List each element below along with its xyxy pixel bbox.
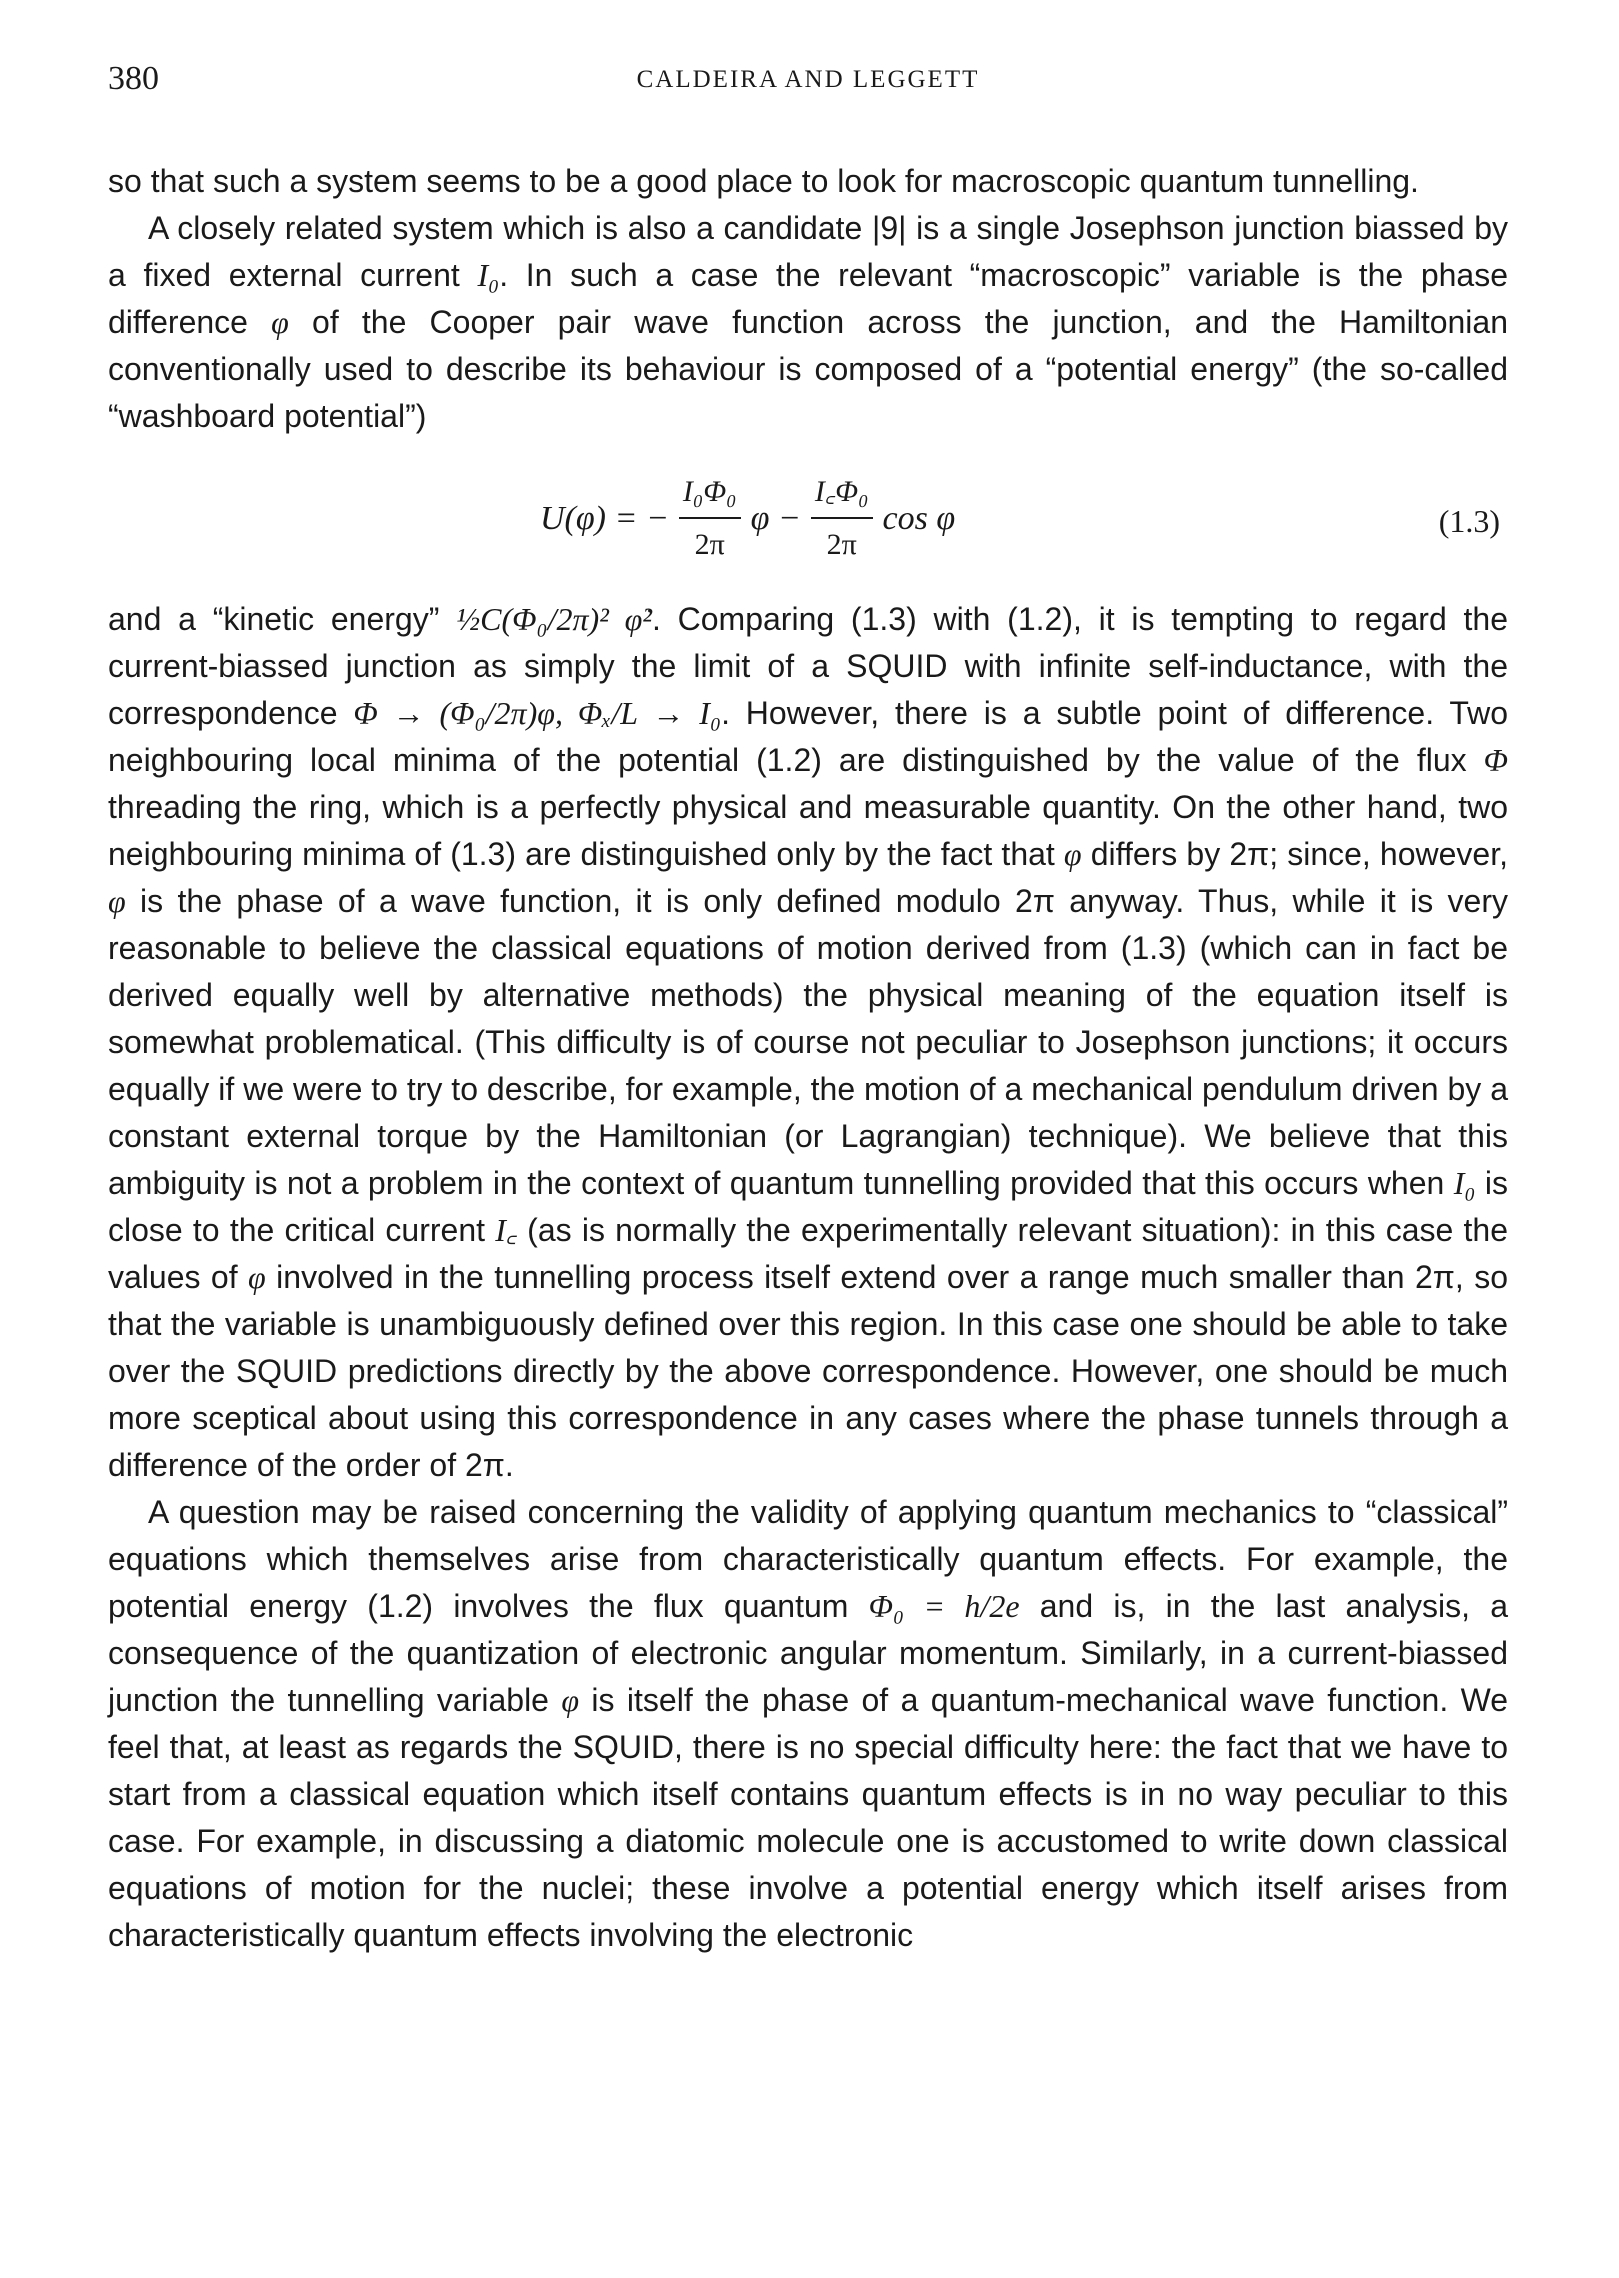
page-header (108, 60, 1508, 120)
paragraph-2-text-b: . In such a case the relevant “macroscopic” variable is the phase difference (108, 257, 1509, 340)
document-page (108, 60, 1508, 1959)
paragraph-4 (108, 1489, 1508, 1959)
paragraph-2-text-c: of the Cooper pair wave function across the junction, and the Hamiltonian conventionally used to describe its behaviour is composed of a “potential energy” (the so-called “washboard potential”) (108, 304, 1509, 434)
math-phi: φ (271, 304, 289, 340)
math-kinetic-energy: ½C(Φ₀/2π)² φ̇² (456, 601, 652, 637)
running-head: CALDEIRA AND LEGGETT (636, 66, 980, 93)
paragraph-3-text-b: . Comparing (1.3) with (1.2), it is tempting to regard the current-biassed junction as simply the limit of a SQUID with infinite self-inductance, with the correspondence (108, 601, 1509, 731)
paragraph-1 (108, 158, 1508, 205)
math-phi: φ (248, 1259, 266, 1295)
paragraph-2 (108, 205, 1508, 440)
paragraph-2-text-a: A closely related system which is also a candidate |9| is a single Josephson junction biassed by a fixed external current (108, 210, 1508, 293)
paragraph-3-text-f: is the phase of a wave function, it is only defined modulo 2π anyway. Thus, while it is very reasonable to believe the classical equations of motion derived from (1.3) (which can in fact be derived equally well by alternative methods) the physical meaning of the equation itself is somewhat problematical. (This difficulty is of course not peculiar to Josephson junctions; it occurs equally if we were to try to describe, for example, the motion of a mechanical pendulum driven by a constant external torque by the Hamiltonian (or Lagrangian) technique). We believe that this ambiguity is not a problem in the context of quantum tunnelling provided that this occurs when (108, 883, 1508, 1201)
equation-middle: φ − (750, 499, 801, 537)
fraction-1-denominator: 2π (694, 528, 725, 561)
math-phi: φ (1063, 836, 1082, 872)
math-correspondence: Φ → (Φ₀/2π)φ, Φₓ/L → I₀ (353, 695, 722, 731)
equation-lhs: U(φ) = − (540, 499, 669, 537)
page-number: 380 (108, 60, 159, 97)
paragraph-4-text-c: is itself the phase of a quantum-mechanical wave function. We feel that, at least as regards the SQUID, there is no special difficulty here: the fact that we have to start from a classical equation which itself contains quantum effects is in no way peculiar to this case. For example, in discussing a diatomic molecule one is accustomed to write down classical equations of motion for the nuclei; these involve a potential energy which itself arises from characteristically quantum effects involving the electronic (108, 1682, 1508, 1953)
fraction-2-denominator: 2π (826, 528, 857, 561)
fraction-2-numerator: I꜀Φ₀ (811, 468, 873, 519)
equation-1-3 (108, 450, 1508, 590)
paragraph-4-text-a: A question may be raised concerning the validity of applying quantum mechanics to “classical” equations which themselves arise from characteristically quantum effects. For example, the potential energy (1.2) involves the flux quantum (108, 1494, 1508, 1624)
paragraph-3-text-e: differs by 2π; since, however, (1081, 836, 1509, 872)
equation-fraction-1 (679, 468, 741, 568)
equation-body (540, 468, 955, 568)
paragraph-3-text-a: and a “kinetic energy” (108, 601, 457, 637)
paragraph-3-text-d: threading the ring, which is a perfectly physical and measurable quantity. On the other hand, two neighbouring minima of (1.3) are distinguished only by the fact that (108, 789, 1508, 872)
math-flux-quantum: Φ₀ = h/2e (868, 1588, 1020, 1624)
math-phi: φ (561, 1682, 580, 1718)
math-phi: φ (108, 883, 126, 919)
equation-number: (1.3) (1438, 503, 1500, 539)
paragraph-3-text-i: involved in the tunnelling process itself extend over a range much smaller than 2π, so that the variable is unambiguously defined over this region. In this case one should be able to take over the SQUID predictions directly by the above correspondence. However, one should be much more sceptical about using this correspondence in any cases where the phase tunnels through a difference of the order of 2π. (108, 1259, 1509, 1483)
paragraph-1-text: so that such a system seems to be a good place to look for macroscopic quantum tunnelling. (108, 163, 1419, 199)
math-I0: I₀ (477, 257, 500, 293)
paragraph-3-text-g: is close to the critical current (108, 1165, 1509, 1248)
math-I0: I₀ (1453, 1165, 1476, 1201)
equation-rhs: cos φ (882, 499, 956, 537)
paragraph-4-text-b: and is, in the last analysis, a consequence of the quantization of electronic angular momentum. Similarly, in a current-biassed junction the tunnelling variable (108, 1588, 1509, 1718)
equation-fraction-2 (811, 468, 873, 568)
body-text (108, 158, 1508, 1959)
math-Phi: Φ (1483, 742, 1508, 778)
fraction-1-numerator: I₀Φ₀ (679, 468, 741, 519)
paragraph-3-text-c: . However, there is a subtle point of difference. Two neighbouring local minima of the potential (1.2) are distinguished by the value of the flux (108, 695, 1509, 778)
paragraph-3 (108, 596, 1508, 1489)
paragraph-3-text-h: (as is normally the experimentally relevant situation): in this case the values of (108, 1212, 1509, 1295)
math-Ic: I꜀ (495, 1212, 517, 1248)
